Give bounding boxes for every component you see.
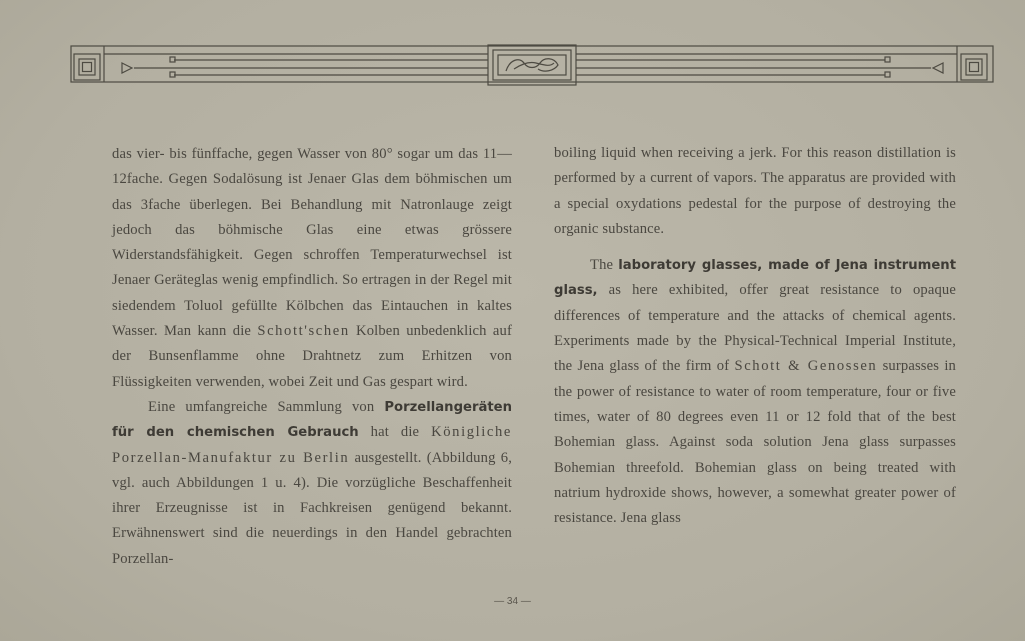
jena-glass-heading: laboratory glasses, made of Jena instrument glass, — [554, 258, 956, 299]
left-paragraph-1-end: Kolben unbedenklich auf der Bunsenflamme ohne Drahtnetz zum Erhitzen von Flüssigkeiten verwenden, wobei Zeit und Gas gespart wird. — [112, 323, 512, 390]
header-ornament — [70, 43, 995, 89]
manufaktur-name: Königliche Porzellan-Manufaktur zu Berlin — [112, 424, 512, 466]
left-column — [112, 142, 512, 572]
right-column — [554, 141, 956, 531]
firm-name: Schott & Genossen — [734, 358, 878, 375]
right-paragraph-2-mid: as here exhibited, offer great resistance to opaque differences of temperature and the attacks of chemical agents. Experiments made by the Physical-Technical Imperial Institute, the Jena glass of the firm of — [554, 282, 956, 375]
right-paragraph-1: boiling liquid when receiving a jerk. For this reason distillation is performed by a current of vapors. The apparatus are provided with a special oxydations pedestal for the purpose of destroying the organic substance. — [554, 145, 956, 237]
left-paragraph-2-start: Eine umfangreiche Sammlung von — [148, 398, 385, 415]
left-paragraph-2-end: ausgestellt. (Abbildung 6, vgl. auch Abbildungen 1 u. 4). Die vorzügliche Beschaffenheit ihrer Erzeugnisse ist in Fachkreisen genügend bekannt. Erwähnenswert sind die neuerdings in den Handel gebrachten Porzellan- — [112, 449, 512, 567]
left-paragraph-2-mid: hat die — [358, 424, 432, 441]
page-number: — 34 — — [494, 596, 531, 607]
left-paragraph-1-text: das vier- bis fünffache, gegen Wasser von 80° sogar um das 11—12fache. Gegen Sodalösung ist Jenaer Glas dem böhmischen um das 3fache überlegen. Bei Behandlung mit Natronlauge zeigt jedoch das böhmische Glas eine etwas grössere Widerstandsfähigkeit. Gegen schroffen Temperaturwechsel ist Jenaer Geräteglas wenig empfindlich. So ertragen in der Regel mit siedendem Toluol gefüllte Kölbchen das Eintauchen in kaltes Wasser. Man kann die — [112, 146, 512, 340]
left-paragraph-1 — [112, 142, 512, 395]
left-paragraph-2 — [112, 395, 512, 572]
right-paragraph-2 — [554, 253, 956, 531]
porzellan-heading: Porzellangeräten für den chemischen Gebrauch — [112, 399, 512, 441]
right-paragraph-2-end: surpasses in the power of resistance to water of room temperature, four or five times, water of 80 degrees even 11 or 12 fold that of the best Bohemian glass. Against soda solution Jena glass surpasses Bohemian threefold. Bohemian glass on being treated with natrium hydroxide shows, however, a somewhat greater power of resistance. Jena glass — [554, 358, 956, 527]
schott-name: Schott'schen — [257, 323, 350, 340]
ornament-border-icon — [70, 43, 995, 89]
right-paragraph-2-start: The — [590, 257, 619, 274]
